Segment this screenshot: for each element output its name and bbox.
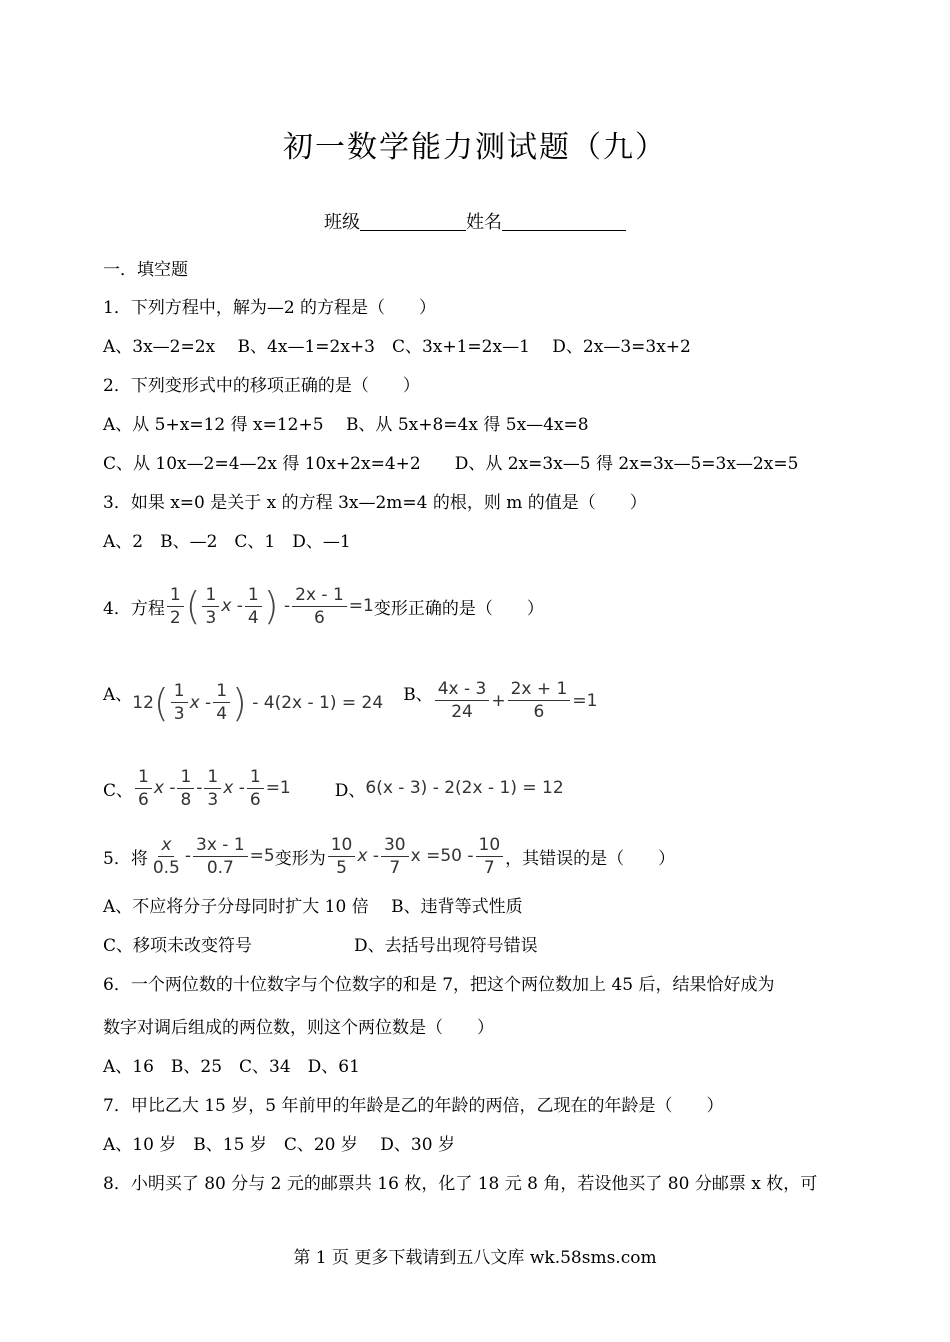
q5-stem xyxy=(103,826,675,886)
q5-mid: 变形为 xyxy=(274,848,326,869)
q7-options: A、10 岁 B、15 岁 C、20 岁 D、30 岁 xyxy=(103,1135,455,1155)
q4-options-cd xyxy=(103,758,564,818)
q2-stem: 2．下列变形式中的移项正确的是（ ） xyxy=(103,376,420,396)
q6-options: A、16 B、25 C、34 D、61 xyxy=(103,1057,360,1077)
q5-suffix: ，其错误的是（ ） xyxy=(505,848,676,869)
q1-stem: 1．下列方程中，解为—2 的方程是（ ） xyxy=(103,298,437,318)
q4-option-b: $\frac{4x - 3}{24}$ + $\frac{2x + 1}{6}$ =1 xyxy=(433,680,598,721)
q4-label-a: A、 xyxy=(103,685,133,705)
q4-label-c: C、 xyxy=(103,780,134,801)
q7-stem: 7．甲比乙大 15 岁，5 年前甲的年龄是乙的年龄的两倍，乙现在的年龄是（ ） xyxy=(103,1096,724,1116)
page-footer: 第 1 页 更多下载请到五八文库 wk.58sms.com xyxy=(293,1248,657,1268)
q4-option-a: 12 ( $\frac{1}{3}$ x - $\frac{1}{4}$ ) - 4(2x - 1) = 24 xyxy=(132,680,384,725)
class-name-line xyxy=(0,208,950,234)
q6-stem-line2: 数字对调后组成的两位数，则这个两位数是（ ） xyxy=(103,1018,494,1038)
q4-frac-third: $\frac{1}{3}$ xyxy=(202,586,219,627)
q3-stem: 3．如果 x=0 是关于 x 的方程 3x—2m=4 的根，则 m 的值是（ ） xyxy=(103,493,647,513)
section-heading: 一．填空题 xyxy=(103,260,188,280)
q4-frac-quarter: $\frac{1}{4}$ xyxy=(245,586,262,627)
page-title: 初一数学能力测试题（九） xyxy=(283,130,667,165)
q4-option-c: $\frac{1}{6}$ x - $\frac{1}{8}$ - $\frac{1}{3}$ x - $\frac{1}{6}$ =1 xyxy=(133,768,291,809)
q4-label-b: B、 xyxy=(403,685,433,705)
q2-options-cd: C、从 10x—2=4—2x 得 10x+2x=4+2 D、从 2x=3x—5 得 2x=3x—5=3x—2x=5 xyxy=(103,454,799,474)
q4-frac-half: $\frac{1}{2}$ xyxy=(167,586,184,627)
q2-options-ab: A、从 5+x=12 得 x=12+5 B、从 5x+8=4x 得 5x—4x=8 xyxy=(103,415,589,435)
name-label: 姓名 xyxy=(466,212,502,233)
q5-options-cd: C、移项未改变符号 D、去括号出现符号错误 xyxy=(103,936,538,956)
class-blank xyxy=(360,212,466,231)
q4-label-d: D、 xyxy=(334,780,366,801)
q4-stem xyxy=(103,576,544,636)
class-label: 班级 xyxy=(324,212,360,233)
q5-transformed-equation: $\frac{10}{5}$ x - $\frac{30}{7}$ x =50 - $\frac{10}{7}$ xyxy=(326,836,505,877)
q5-options-ab: A、不应将分子分母同时扩大 10 倍 B、违背等式性质 xyxy=(103,897,523,917)
q4-prefix: 4．方程 xyxy=(103,598,165,619)
q4-suffix: 变形正确的是（ ） xyxy=(373,598,544,619)
q6-stem-line1: 6．一个两位数的十位数字与个位数字的和是 7，把这个两位数加上 45 后，结果恰好成为 xyxy=(103,975,775,995)
q5-original-equation: $\frac{x}{0.5}$ - $\frac{3x - 1}{0.7}$ =5 xyxy=(152,834,275,878)
q1-options: A、3x—2=2x B、4x—1=2x+3 C、3x+1=2x—1 D、2x—3=3x+2 xyxy=(103,337,691,357)
q4-equation: $\frac{1}{2}$ ( $\frac{1}{3}$ x - $\frac{1}{4}$ ) - $\frac{2x - 1}{6}$ =1 xyxy=(165,586,374,627)
q4-options-ab xyxy=(103,676,597,736)
name-blank xyxy=(502,212,626,231)
q3-options: A、2 B、—2 C、1 D、—1 xyxy=(103,532,351,552)
q4-frac-main: $\frac{2x - 1}{6}$ xyxy=(292,586,347,627)
q4-option-d: 6(x - 3) - 2(2x - 1) = 12 xyxy=(365,778,564,798)
q8-stem: 8．小明买了 80 分与 2 元的邮票共 16 枚，化了 18 元 8 角，若设他买了 80 分邮票 x 枚，可 xyxy=(103,1174,818,1194)
q5-prefix: 5．将 xyxy=(103,848,148,869)
